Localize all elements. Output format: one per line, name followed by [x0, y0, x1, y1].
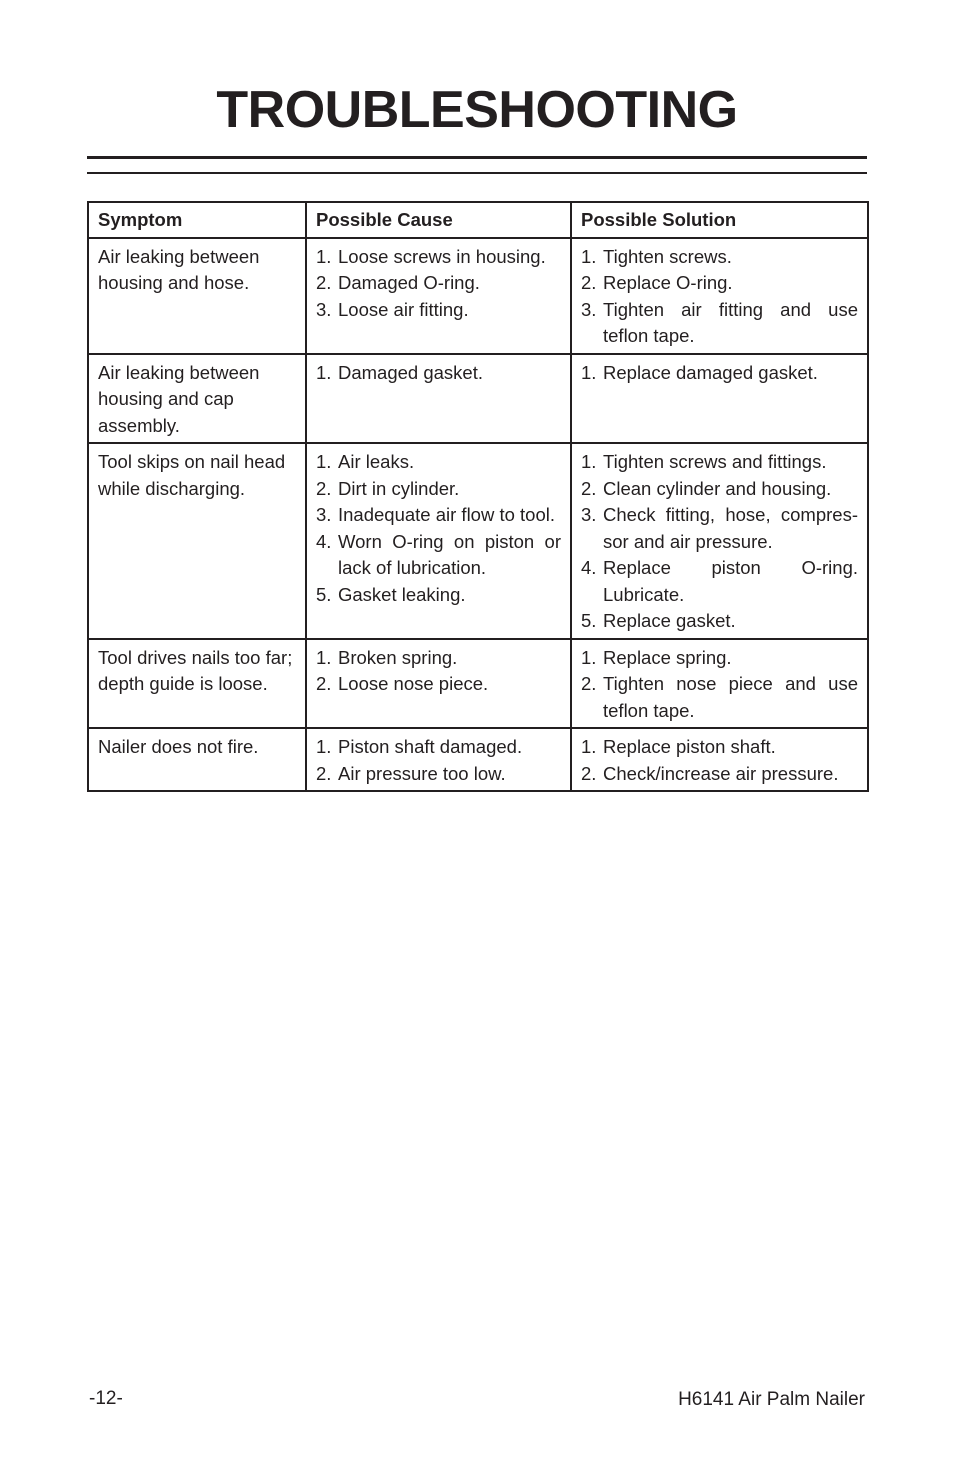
table-header-row [88, 202, 868, 238]
solution-item-text: Replace piston O-ring. Lubricate. [603, 557, 858, 605]
page-title: TROUBLESHOOTING [216, 81, 738, 139]
symptom-cell: Nailer does not fire. [88, 728, 306, 791]
cause-item-text: Damaged gasket. [338, 361, 484, 383]
solution-item-number: 2. [581, 673, 597, 694]
solution-item [581, 555, 858, 608]
cause-item [316, 449, 561, 476]
symptom-cell: Air leaking between housing and cap assembly. [88, 354, 306, 444]
solution-item-text: Clean cylinder and housing. [603, 477, 832, 499]
solution-item-number: 1. [581, 245, 597, 267]
solution-item [581, 608, 858, 635]
cause-item-number: 3. [316, 504, 332, 525]
solution-item [581, 270, 858, 297]
cause-item-number: 2. [316, 477, 332, 499]
cause-item-text: Air pressure too low. [338, 762, 506, 784]
cause-item [316, 529, 561, 582]
cause-list [316, 244, 561, 324]
cause-item [316, 244, 561, 271]
cause-item-text: Air leaks. [338, 451, 415, 472]
cause-item [316, 297, 561, 324]
solution-item-number: 5. [581, 610, 597, 631]
solution-item-number: 2. [581, 477, 597, 499]
solution-item-text: Tighten screws and fittings. [603, 451, 827, 472]
symptom-cell: Air leaking between housing and hose. [88, 238, 306, 354]
solution-item-number: 3. [581, 504, 597, 525]
cause-item-text: Loose nose piece. [338, 673, 489, 694]
solution-item [581, 502, 858, 555]
cause-item-number: 2. [316, 673, 332, 694]
cause-item-number: 1. [316, 361, 332, 383]
header-possible-solution: Possible Solution [571, 202, 868, 238]
cause-cell [306, 728, 571, 791]
solution-item-number: 1. [581, 361, 597, 383]
title-rule-thick [87, 156, 867, 159]
cause-item-number: 2. [316, 762, 332, 784]
cause-item [316, 671, 561, 698]
solution-item-text: Replace gasket. [603, 610, 736, 631]
cause-list [316, 734, 561, 787]
solution-item-text: Replace O-ring. [603, 272, 733, 293]
product-name: H6141 Air Palm Nailer [678, 1389, 865, 1410]
cause-item [316, 476, 561, 503]
table-row [88, 443, 868, 639]
table-row [88, 639, 868, 729]
cause-item-number: 1. [316, 646, 332, 668]
solution-item [581, 449, 858, 476]
solution-item-text: Replace spring. [603, 646, 732, 668]
cause-item-text: Worn O-ring on piston or lack of lubrication. [338, 530, 561, 578]
cause-cell [306, 354, 571, 444]
cause-cell [306, 238, 571, 354]
solution-item [581, 360, 858, 387]
cause-list [316, 645, 561, 698]
solution-item-number: 1. [581, 451, 597, 472]
solution-item-number: 1. [581, 736, 597, 757]
solution-cell [571, 354, 868, 444]
solution-list [581, 244, 858, 350]
cause-item [316, 360, 561, 387]
symptom-cell: Tool skips on nail head while discharging. [88, 443, 306, 639]
cause-item-number: 3. [316, 298, 332, 320]
solution-cell [571, 639, 868, 729]
cause-item-text: Inadequate air flow to tool. [338, 504, 556, 525]
solution-item-text: Tighten nose piece and use teflon tape. [603, 673, 858, 721]
solution-item [581, 645, 858, 672]
cause-item [316, 761, 561, 788]
cause-item [316, 582, 561, 609]
table-row [88, 238, 868, 354]
solution-item-text: Check/increase air pressure. [603, 762, 839, 784]
cause-item-number: 2. [316, 272, 332, 293]
table-body [88, 238, 868, 792]
solution-item-number: 4. [581, 557, 597, 578]
cause-item [316, 645, 561, 672]
solution-cell [571, 728, 868, 791]
cause-item-text: Piston shaft damaged. [338, 736, 523, 757]
cause-item-text: Loose screws in housing. [338, 245, 546, 267]
table-row [88, 354, 868, 444]
solution-item-number: 2. [581, 762, 597, 784]
solution-item [581, 297, 858, 350]
cause-cell [306, 639, 571, 729]
solution-cell [571, 238, 868, 354]
solution-item [581, 476, 858, 503]
header-symptom: Symptom [88, 202, 306, 238]
solution-item [581, 761, 858, 788]
solution-list [581, 734, 858, 787]
cause-item [316, 734, 561, 761]
solution-item-text: Replace damaged gasket. [603, 361, 818, 383]
cause-item-text: Dirt in cylinder. [338, 477, 460, 499]
cause-item-number: 1. [316, 451, 332, 472]
cause-item-text: Damaged O-ring. [338, 272, 480, 293]
cause-item-number: 4. [316, 530, 332, 552]
cause-list [316, 360, 561, 387]
troubleshooting-table [87, 201, 869, 792]
cause-item-text: Gasket leaking. [338, 583, 466, 605]
solution-item-number: 2. [581, 272, 597, 293]
solution-cell [571, 443, 868, 639]
cause-list [316, 449, 561, 608]
solution-item-text: Check fitting, hose, compres-sor and air pressure. [603, 504, 858, 552]
solution-item-number: 1. [581, 646, 597, 668]
cause-item-text: Loose air fitting. [338, 298, 469, 320]
solution-item-text: Replace piston shaft. [603, 736, 776, 757]
cause-item-number: 5. [316, 583, 332, 605]
symptom-cell: Tool drives nails too far; depth guide is loose. [88, 639, 306, 729]
cause-item [316, 502, 561, 529]
cause-item-text: Broken spring. [338, 646, 458, 668]
solution-item [581, 671, 858, 724]
solution-item-number: 3. [581, 298, 597, 320]
solution-item-text: Tighten screws. [603, 245, 732, 267]
page-number: -12- [89, 1388, 123, 1409]
solution-item-text: Tighten air fitting and use teflon tape. [603, 298, 858, 346]
title-rule-thin [87, 172, 867, 174]
solution-item [581, 734, 858, 761]
cause-item-number: 1. [316, 245, 332, 267]
cause-item-number: 1. [316, 736, 332, 757]
cause-item [316, 270, 561, 297]
solution-item [581, 244, 858, 271]
solution-list [581, 360, 858, 387]
cause-cell [306, 443, 571, 639]
header-possible-cause: Possible Cause [306, 202, 571, 238]
solution-list [581, 645, 858, 725]
table-row [88, 728, 868, 791]
solution-list [581, 449, 858, 635]
